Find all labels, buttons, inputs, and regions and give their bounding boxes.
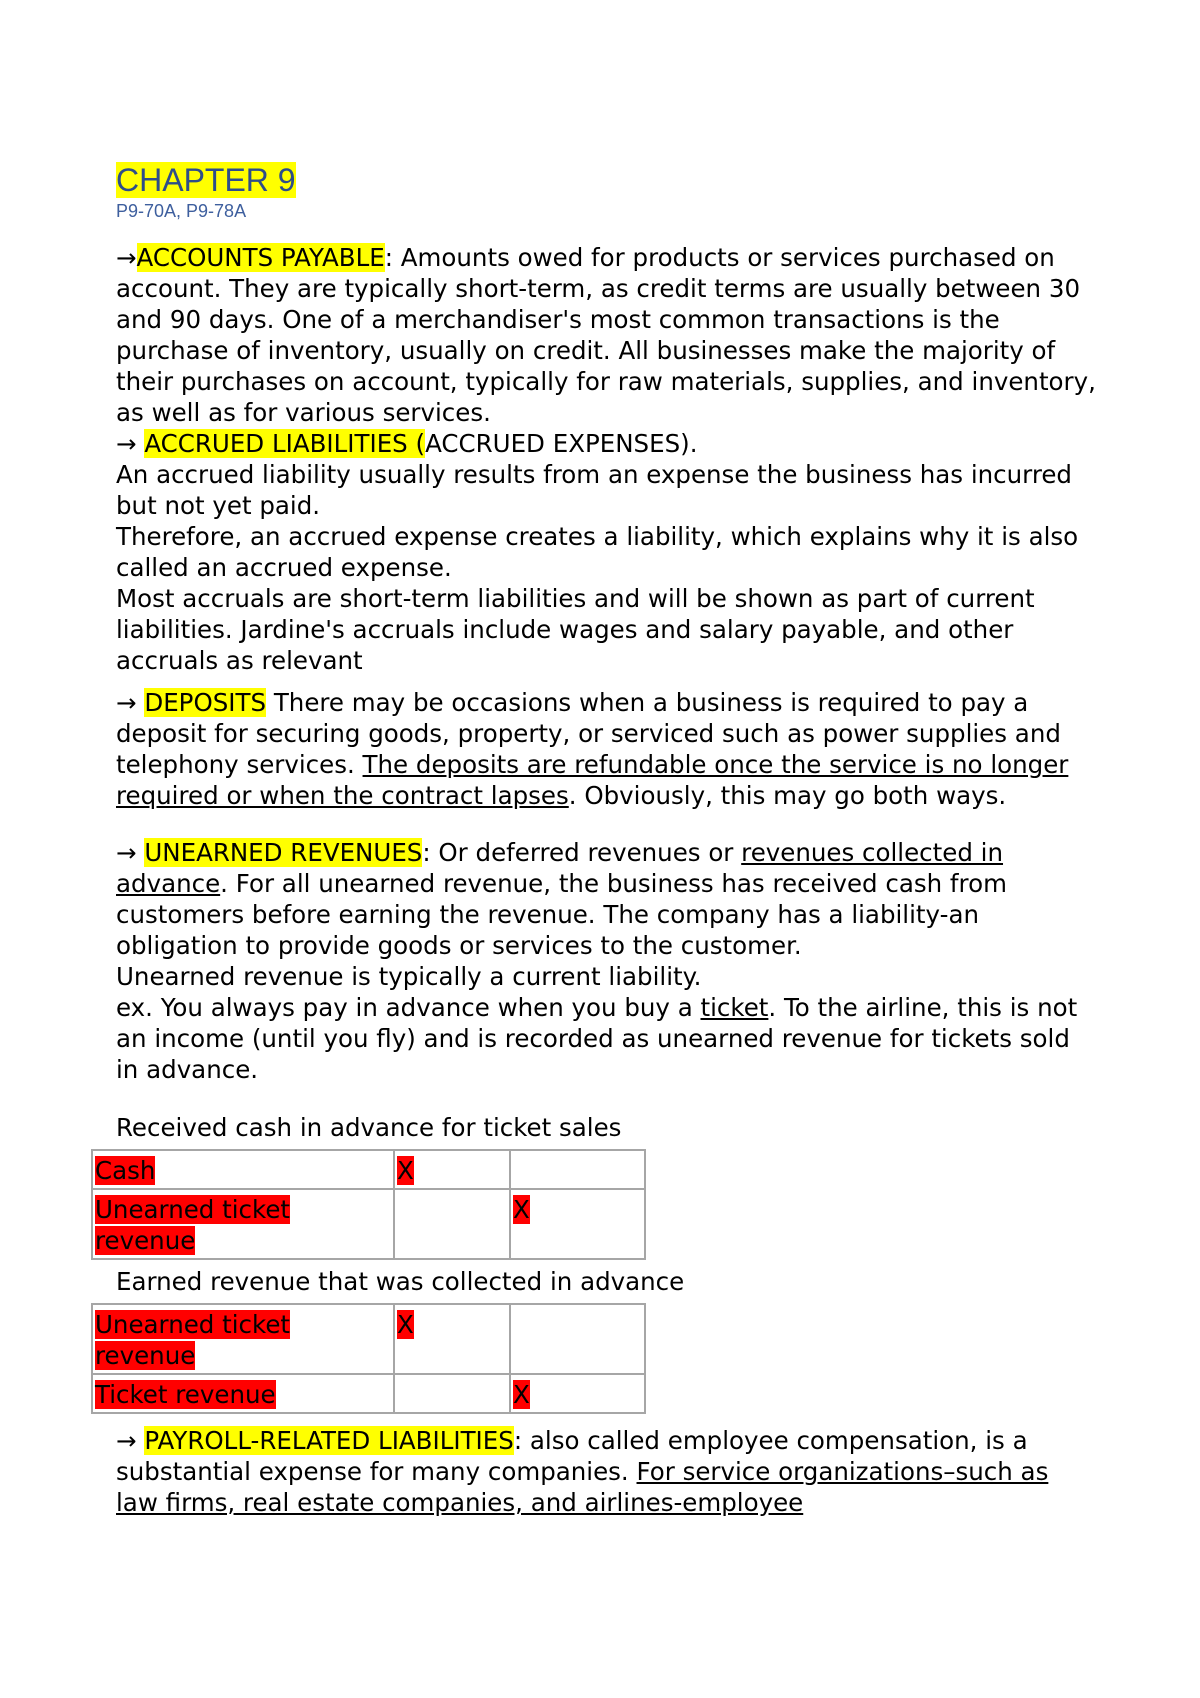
accrued-paragraph-2: Therefore, an accrued expense creates a liability, which explains why it is also called an accrued expense. bbox=[116, 522, 1079, 582]
table-row bbox=[92, 1150, 645, 1189]
accounts-payable-term: ACCOUNTS PAYABLE bbox=[136, 243, 385, 272]
credit-cell bbox=[510, 1374, 645, 1413]
payroll-underlined: For service organizations–such as law firms, real estate companies, and airlines-employee bbox=[116, 1457, 1049, 1517]
credit-cell bbox=[510, 1304, 645, 1374]
credit-mark: X bbox=[513, 1380, 530, 1409]
unearned-text-2: . For all unearned revenue, the business has received cash from customers before earning the revenue. The company has a liability-an obligation to provide goods or services to the customer. bbox=[116, 869, 1007, 960]
journal-2-caption: Earned revenue that was collected in advance bbox=[116, 1267, 685, 1296]
debit-cell bbox=[394, 1304, 510, 1374]
arrow-glyph: → bbox=[116, 1426, 145, 1455]
accrued-liabilities-term: ACCRUED LIABILITIES ( bbox=[144, 429, 426, 458]
accrued-liabilities-rest: ACCRUED EXPENSES). bbox=[425, 429, 698, 458]
account-name: Ticket revenue bbox=[95, 1380, 276, 1409]
payroll-text-1: : also called employee compensation, is a substantial expense for many companies. bbox=[116, 1426, 1028, 1486]
account-name: Cash bbox=[95, 1156, 156, 1185]
arrow-glyph: → bbox=[116, 429, 145, 458]
unearned-revenues-paragraph bbox=[116, 837, 1096, 961]
account-name: Unearned ticket revenue bbox=[95, 1195, 291, 1255]
deposits-underlined: The deposits are refundable once the service is no longer required or when the contract lapses bbox=[116, 750, 1069, 810]
debit-mark: X bbox=[397, 1156, 414, 1185]
accounts-payable-paragraph bbox=[116, 242, 1096, 428]
accrued-liabilities-heading bbox=[116, 428, 1096, 459]
deposits-text-2: . Obviously, this may go both ways. bbox=[568, 781, 1007, 810]
arrow-glyph: → bbox=[116, 243, 137, 272]
debit-cell bbox=[394, 1189, 510, 1259]
account-cell bbox=[92, 1150, 394, 1189]
debit-cell bbox=[394, 1374, 510, 1413]
debit-cell bbox=[394, 1150, 510, 1189]
journal-entry-table-2 bbox=[91, 1303, 646, 1414]
account-cell bbox=[92, 1189, 394, 1259]
payroll-paragraph bbox=[116, 1425, 1096, 1518]
unearned-underlined: revenues collected in advance bbox=[116, 838, 1004, 898]
unearned-revenues-term: UNEARNED REVENUES bbox=[144, 838, 423, 867]
arrow-glyph: → bbox=[116, 838, 145, 867]
table-row bbox=[92, 1374, 645, 1413]
deposits-text-1: There may be occasions when a business is required to pay a deposit for securing goods, property, or serviced such as power supplies and telephony services. bbox=[116, 688, 1061, 779]
accrued-paragraph-1: An accrued liability usually results from an expense the business has incurred but not yet paid. bbox=[116, 460, 1072, 520]
account-cell bbox=[92, 1304, 394, 1374]
example-text-2: . To the airline, this is not an income (until you fly) and is recorded as unearned revenue for tickets sold in advance. bbox=[116, 993, 1078, 1084]
accrued-paragraph-3: Most accruals are short-term liabilities and will be shown as part of current liabilities. Jardine's accruals include wages and salary payable, and other accruals as relevant bbox=[116, 584, 1035, 675]
table-row bbox=[92, 1189, 645, 1259]
unearned-example bbox=[116, 992, 1096, 1085]
unearned-text-1: : Or deferred revenues or bbox=[422, 838, 742, 867]
journal-1-caption: Received cash in advance for ticket sales bbox=[116, 1113, 622, 1142]
deposits-paragraph bbox=[116, 687, 1096, 811]
deposits-term: DEPOSITS bbox=[144, 688, 267, 717]
arrow-glyph: → bbox=[116, 688, 145, 717]
payroll-term: PAYROLL-RELATED LIABILITIES bbox=[144, 1426, 514, 1455]
table-row bbox=[92, 1304, 645, 1374]
credit-cell bbox=[510, 1150, 645, 1189]
chapter-title bbox=[116, 160, 1096, 200]
unearned-paragraph-2: Unearned revenue is typically a current liability. bbox=[116, 962, 702, 991]
account-name: Unearned ticket revenue bbox=[95, 1310, 291, 1370]
accounts-payable-text: : Amounts owed for products or services purchased on account. They are typically short-term, as credit terms are usually between 30 and 90 days. One of a merchandiser's most common transactions is the purchase of inventory, usually on credit. All businesses make the majority of their purchases on account, typically for raw materials, supplies, and inventory, as well as for various services. bbox=[116, 243, 1096, 427]
document-page bbox=[95, 160, 1096, 1518]
example-text-1: ex. You always pay in advance when you buy a bbox=[116, 993, 701, 1022]
credit-cell bbox=[510, 1189, 645, 1259]
journal-entry-table-1 bbox=[91, 1149, 646, 1260]
chapter-title-text: CHAPTER 9 bbox=[116, 162, 296, 198]
chapter-subtitle: P9-70A, P9-78A bbox=[116, 201, 247, 221]
debit-mark: X bbox=[397, 1310, 414, 1339]
credit-mark: X bbox=[513, 1195, 530, 1224]
example-ticket-underlined: ticket bbox=[700, 993, 769, 1022]
account-cell bbox=[92, 1374, 394, 1413]
